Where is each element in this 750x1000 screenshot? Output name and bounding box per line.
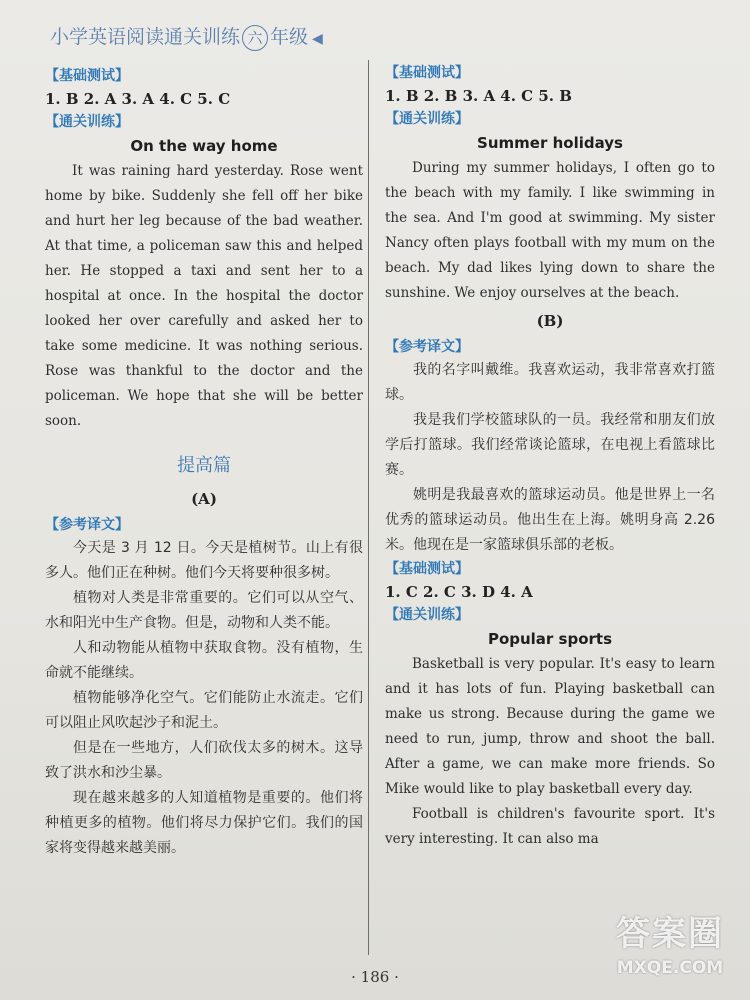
story-body [45, 159, 363, 434]
translation-paragraph: 今天是 3 月 12 日。今天是植树节。山上有很多人。他们正在种树。他们今天将要种很多树。 [45, 540, 363, 581]
right-column [385, 62, 715, 852]
story-title: On the way home [130, 137, 278, 155]
basic-test-answers-2: 1. C 2. C 3. D 4. A [385, 583, 533, 601]
translation-paragraph: 现在越来越多的人知道植物是重要的。他们将种植更多的植物。他们将尽力保护它们。我们的国家将变得越来越美丽。 [45, 790, 363, 856]
part-b-label: (B) [536, 312, 564, 330]
grade-circle: 六 [242, 25, 268, 51]
story-paragraph: It was raining hard yesterday. Rose went home by bike. Suddenly she fell off her bike and hurt her leg because of the bad weather. At that time, a policeman saw this and helped her. He stopped a taxi and sent her to a hospital at once. In the hospital the doctor looked her over carefully and asked her to take some medicine. It was nothing serious. Rose was thankful to the doctor and the policeman. We hope that she will be better soon. [45, 163, 363, 429]
translation-tag: 【参考译文】 [385, 339, 469, 355]
basic-test-answers: 1. B 2. B 3. A 4. C 5. B [385, 87, 572, 105]
left-column [45, 65, 363, 861]
basic-test-tag: 【基础测试】 [45, 68, 129, 84]
translation-paragraph: 人和动物能从植物中获取食物。没有植物，生命就不能继续。 [45, 640, 363, 681]
section-title: 提高篇 [177, 455, 231, 476]
translation-paragraph: 姚明是我最喜欢的篮球运动员。他是世界上一名优秀的篮球运动员。他出生在上海。姚明身高 2.26 米。他现在是一家篮球俱乐部的老板。 [385, 487, 715, 553]
pass-training-tag-2: 【通关训练】 [385, 607, 469, 623]
watermark-text: 答案圈 [616, 914, 724, 954]
header-title: 小学英语阅读通关训练 [50, 26, 241, 48]
basic-test-answers: 1. B 2. A 3. A 4. C 5. C [45, 90, 231, 108]
story2-paragraph: Basketball is very popular. It's easy to learn and it has lots of fun. Playing basketball can make us strong. Because during the game we need to run, jump, throw and shoot the ball. After a game, we can make more friends. So Mike would like to play basketball every day. [385, 656, 715, 797]
basic-test-tag-2: 【基础测试】 [385, 561, 469, 577]
part-a-label: (A) [191, 490, 217, 508]
story2-paragraph: Football is children's favourite sport. It's very interesting. It can also ma [385, 806, 715, 847]
translation-paragraph: 植物对人类是非常重要的。它们可以从空气、水和阳光中生产食物。但是，动物和人类不能。 [45, 590, 363, 631]
story-body [385, 156, 715, 306]
translation-paragraph: 我是我们学校篮球队的一员。我经常和朋友们放学后打篮球。我们经常谈论篮球，在电视上看篮球比赛。 [385, 412, 715, 478]
story-title: Summer holidays [477, 134, 623, 152]
translation-paragraph: 我的名字叫戴维。我喜欢运动，我非常喜欢打篮球。 [385, 362, 715, 403]
translation-paragraph: 但是在一些地方，人们砍伐太多的树木。这导致了洪水和沙尘暴。 [45, 740, 363, 781]
translation-body [45, 536, 363, 861]
story2-body [385, 652, 715, 852]
pass-training-tag: 【通关训练】 [45, 114, 129, 130]
story-paragraph: During my summer holidays, I often go to the beach with my family. I like swimming in the sea. And I'm good at swimming. My sister Nancy often plays football with my mum on the beach. My dad likes lying down to share the sunshine. We enjoy ourselves at the beach. [385, 160, 715, 301]
translation-paragraph: 植物能够净化空气。它们能防止水流走。它们可以阻止风吹起沙子和泥土。 [45, 690, 363, 731]
header-arrow-icon: ◀ [312, 31, 323, 47]
story2-title: Popular sports [487, 630, 613, 648]
page-number: · 186 · [351, 968, 399, 986]
translation-tag: 【参考译文】 [45, 517, 129, 533]
site-watermark-logo [595, 912, 745, 994]
column-divider [368, 60, 369, 955]
pass-training-tag: 【通关训练】 [385, 111, 469, 127]
watermark-url: MXQE.COM [616, 958, 724, 978]
book-header [50, 22, 370, 52]
header-title-suffix: 年级 [270, 26, 309, 48]
translation-body [385, 358, 715, 558]
basic-test-tag: 【基础测试】 [385, 65, 469, 81]
